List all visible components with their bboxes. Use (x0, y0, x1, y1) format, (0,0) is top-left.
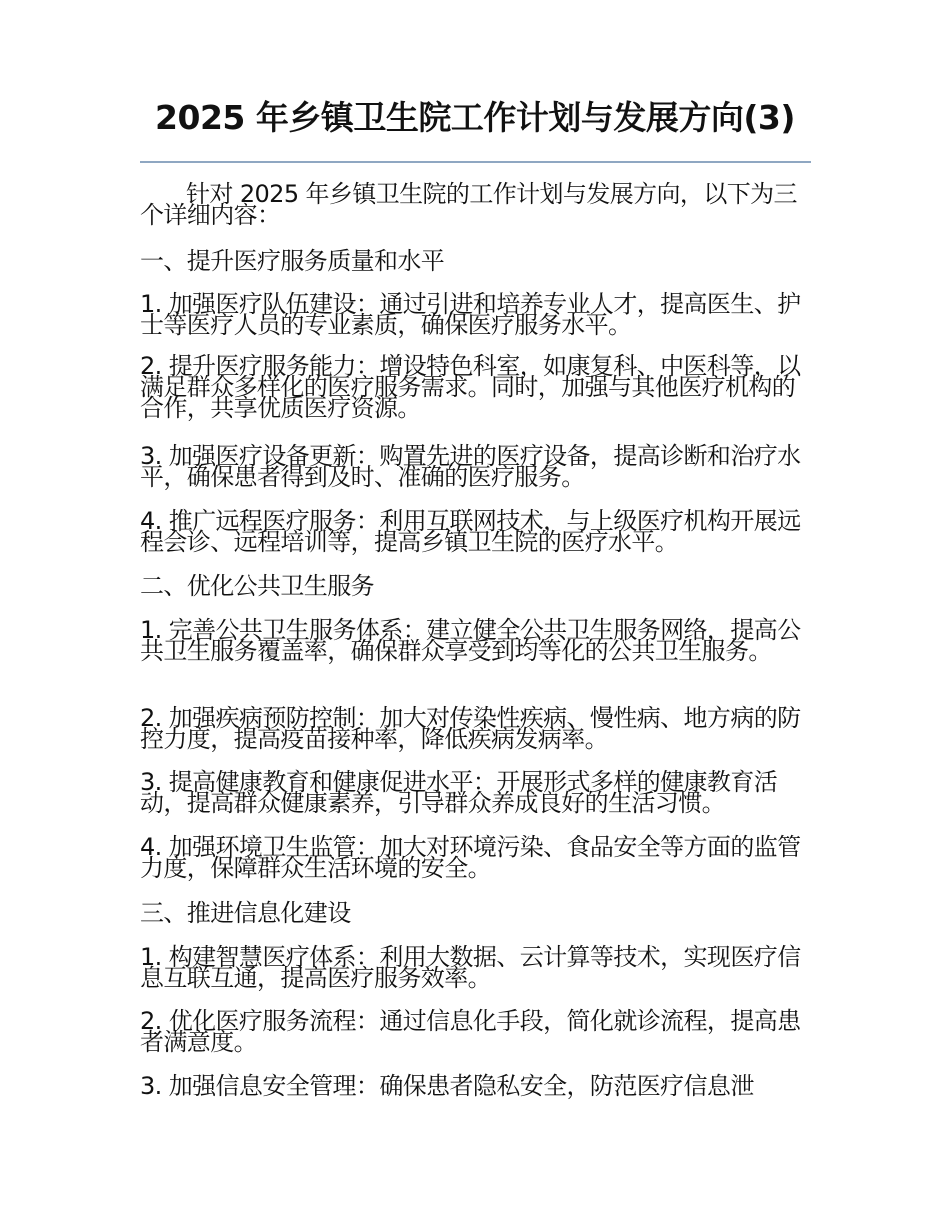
section-1-item-3: 3. 加强医疗设备更新：购置先进的医疗设备，提高诊断和治疗水平，确保患者得到及时、准确的医疗服务。 (140, 442, 801, 491)
section-2-item-3: 3. 提高健康教育和健康促进水平：开展形式多样的健康教育活动，提高群众健康素养，引导群众养成良好的生活习惯。 (140, 768, 778, 817)
section-heading-1: 一、提升医疗服务质量和水平 (140, 247, 445, 275)
section-2-item-1: 1. 完善公共卫生服务体系：建立健全公共卫生服务网络，提高公共卫生服务覆盖率，确保群众享受到均等化的公共卫生服务。 (140, 616, 801, 665)
intro-paragraph: 针对 2025 年乡镇卫生院的工作计划与发展方向，以下为三个详细内容： (140, 180, 797, 229)
section-1-item-1: 1. 加强医疗队伍建设：通过引进和培养专业人才，提高医生、护士等医疗人员的专业素质，确保医疗服务水平。 (140, 290, 801, 339)
section-3-item-1: 1. 构建智慧医疗体系：利用大数据、云计算等技术，实现医疗信息互联互通，提高医疗服务效率。 (140, 943, 801, 992)
section-2-item-2: 2. 加强疾病预防控制：加大对传染性疾病、慢性病、地方病的防控力度，提高疫苗接种率，降低疾病发病率。 (140, 704, 801, 753)
section-heading-3: 三、推进信息化建设 (140, 899, 351, 927)
section-1-item-2: 2. 提升医疗服务能力：增设特色科室，如康复科、中医科等，以满足群众多样化的医疗服务需求。同时，加强与其他医疗机构的合作，共享优质医疗资源。 (140, 352, 801, 422)
section-1-item-4: 4. 推广远程医疗服务：利用互联网技术，与上级医疗机构开展远程会诊、远程培训等，提高乡镇卫生院的医疗水平。 (140, 507, 801, 556)
title-underline (140, 161, 811, 163)
section-heading-2: 二、优化公共卫生服务 (140, 572, 374, 600)
section-2-item-4: 4. 加强环境卫生监管：加大对环境污染、食品安全等方面的监管力度，保障群众生活环境的安全。 (140, 833, 801, 882)
section-3-item-3: 3. 加强信息安全管理：确保患者隐私安全，防范医疗信息泄 (140, 1072, 754, 1100)
section-3-item-2: 2. 优化医疗服务流程：通过信息化手段，简化就诊流程，提高患者满意度。 (140, 1007, 801, 1056)
document-title: 2025 年乡镇卫生院工作计划与发展方向(3) (155, 98, 795, 137)
